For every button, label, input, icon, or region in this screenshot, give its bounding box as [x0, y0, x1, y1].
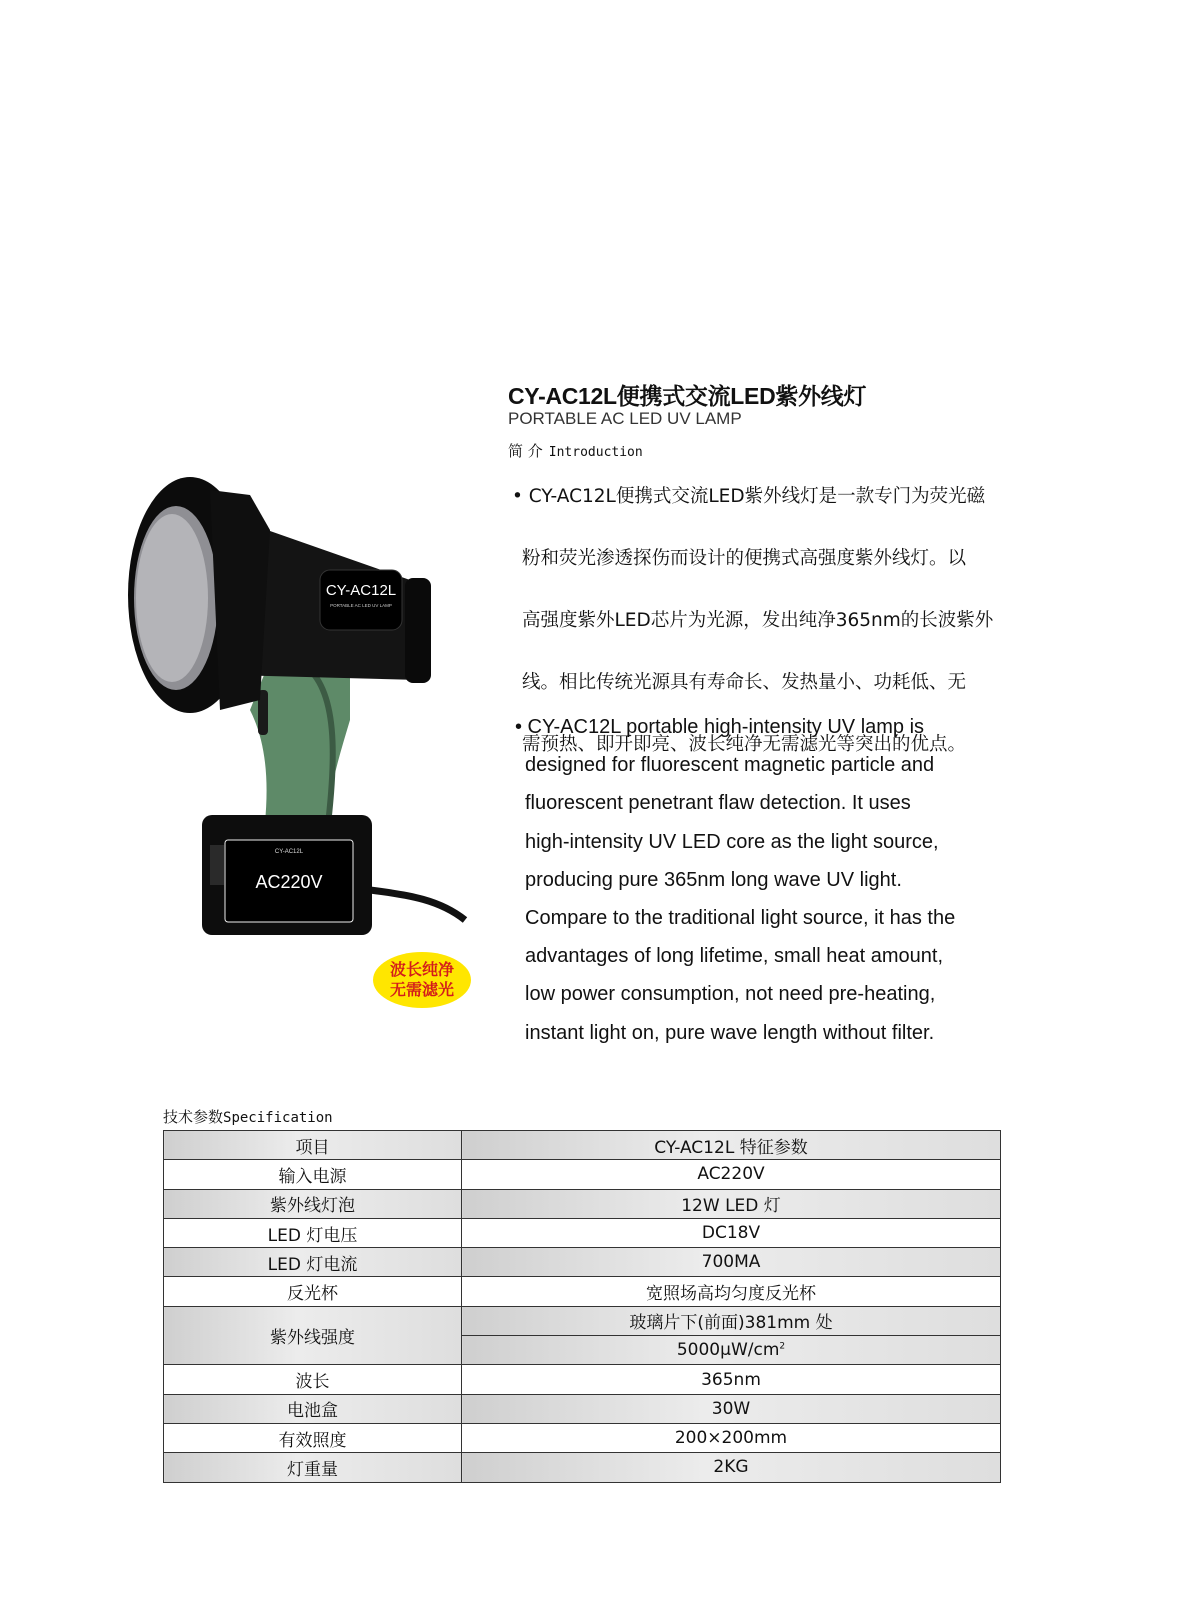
intro-en-line: designed for fluorescent magnetic particle and	[525, 754, 935, 777]
row-item: 紫外线强度	[164, 1306, 462, 1365]
intro-cn-line: 需预热、即开即亮、波长纯净无需滤光等突出的优点。	[522, 734, 967, 755]
table-row	[164, 1423, 1001, 1452]
row-item: 有效照度	[164, 1423, 462, 1452]
table-row	[164, 1248, 1001, 1277]
intro-heading-en: Introduction	[548, 445, 643, 460]
row-value: 12W LED 灯	[462, 1189, 1001, 1218]
row-value: 30W	[462, 1394, 1001, 1423]
row-value: AC220V	[462, 1160, 1001, 1189]
intro-en-line: Compare to the traditional light source, it has the	[525, 906, 956, 929]
intro-en-line: fluorescent penetrant flaw detection. It uses	[525, 792, 911, 815]
row-item: LED 灯电流	[164, 1248, 462, 1277]
intro-en-line: high-intensity UV LED core as the light source,	[525, 830, 939, 853]
svg-text:PORTABLE AC LED UV LAMP: PORTABLE AC LED UV LAMP	[330, 603, 392, 608]
table-row	[164, 1306, 1001, 1335]
row-value: 200×200mm	[462, 1423, 1001, 1452]
row-value: 宽照场高均匀度反光杯	[462, 1277, 1001, 1306]
table-row	[164, 1160, 1001, 1189]
spec-heading-en: Specification	[223, 1110, 333, 1126]
intro-cn-line: • CY-AC12L便携式交流LED紫外线灯是一款专门为荧光磁	[512, 486, 986, 507]
spec-table	[163, 1130, 1001, 1483]
product-subtitle: PORTABLE AC LED UV LAMP	[508, 409, 742, 428]
intro-en-line: producing pure 365nm long wave UV light.	[525, 868, 902, 891]
row-item: 电池盒	[164, 1394, 462, 1423]
row-item: 紫外线灯泡	[164, 1189, 462, 1218]
intro-cn-line: 线。相比传统光源具有寿命长、发热量小、功耗低、无	[522, 672, 967, 693]
row-item: 波长	[164, 1365, 462, 1394]
header-value: CY-AC12L 特征参数	[462, 1131, 1001, 1160]
product-title: CY-AC12L便携式交流LED紫外线灯	[508, 383, 867, 409]
intro-english-paragraph	[515, 708, 1055, 1052]
badge-line-2: 无需滤光	[389, 980, 454, 999]
header-item: 项目	[164, 1131, 462, 1160]
intro-heading-cn: 简 介	[508, 442, 543, 460]
intro-cn-line: 粉和荧光渗透探伤而设计的便携式高强度紫外线灯。以	[522, 548, 967, 569]
table-row	[164, 1453, 1001, 1482]
row-item: 反光杯	[164, 1277, 462, 1306]
intro-cn-line: 高强度紫外LED芯片为光源，发出纯净365nm的长波紫外	[522, 610, 994, 631]
spec-heading-cn: 技术参数	[163, 1108, 224, 1126]
uv-lamp-icon	[120, 470, 500, 990]
uv-lamp-product-image	[120, 470, 500, 990]
row-value: DC18V	[462, 1218, 1001, 1247]
badge-line-1: 波长纯净	[389, 960, 454, 979]
intro-en-line: instant light on, pure wave length without filter.	[525, 1021, 935, 1044]
spec-heading	[163, 1106, 333, 1127]
table-header-row	[164, 1131, 1001, 1160]
intro-en-line: • CY-AC12L portable high-intensity UV lamp is	[515, 716, 925, 738]
row-value-2: $5000\mu W/cm^2$	[462, 1336, 1001, 1365]
row-value: 2KG	[462, 1453, 1001, 1482]
table-row	[164, 1277, 1001, 1306]
row-value: 700MA	[462, 1248, 1001, 1277]
row-item: 输入电源	[164, 1160, 462, 1189]
row-value: 玻璃片下(前面)381mm 处	[462, 1306, 1001, 1335]
feature-badge	[373, 952, 471, 1008]
table-row	[164, 1394, 1001, 1423]
intro-heading	[508, 440, 643, 461]
svg-text:CY-AC12L: CY-AC12L	[274, 849, 304, 855]
row-item: LED 灯电压	[164, 1218, 462, 1247]
table-row	[164, 1218, 1001, 1247]
table-row	[164, 1189, 1001, 1218]
battery-label: AC220V	[255, 872, 323, 892]
intro-en-line: low power consumption, not need pre-heating,	[525, 983, 936, 1006]
row-value: 365nm	[462, 1365, 1001, 1394]
intro-en-line: advantages of long lifetime, small heat amount,	[525, 945, 944, 968]
lamp-label: CY-AC12L	[325, 582, 397, 599]
row-item: 灯重量	[164, 1453, 462, 1482]
table-row	[164, 1365, 1001, 1394]
